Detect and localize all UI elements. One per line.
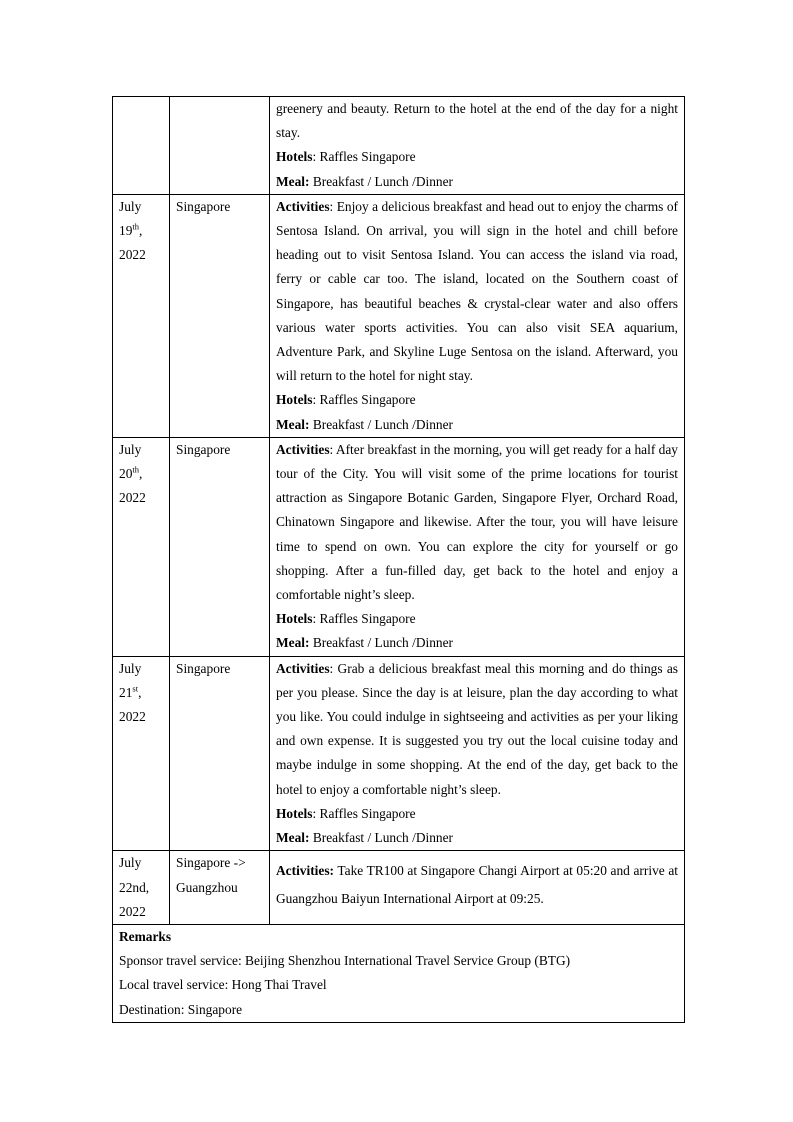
table-row [113,656,685,851]
activities-text: greenery and beauty. Return to the hotel at the end of the day for a night stay. [276,101,678,141]
date-cell: July 22nd, 2022 [113,851,170,925]
activities-text [276,657,678,802]
date-year: , 2022 [119,466,146,506]
date-main: July 21 [119,660,142,700]
hotels-line [276,388,678,412]
activities-cell [270,851,685,925]
remarks-line: Destination: Singapore [119,1001,243,1017]
hotels-label: Hotels [276,805,313,821]
meal-value: Breakfast / Lunch /Dinner [309,173,453,189]
date-cell [113,437,170,656]
meal-line [276,826,678,850]
activities-label: Activities [276,198,330,214]
meal-value: Breakfast / Lunch /Dinner [309,416,453,432]
hotels-label: Hotels [276,392,313,408]
meal-label: Meal: [276,635,310,651]
hotels-line [276,802,678,826]
hotels-line [276,145,678,169]
activities-cell [270,194,685,437]
place-cell: Singapore [170,194,270,437]
meal-value: Breakfast / Lunch /Dinner [309,830,453,846]
activities-label: Activities [276,441,330,457]
date-cell [113,194,170,437]
meal-label: Meal: [276,416,310,432]
date-year: , 2022 [119,223,146,263]
meal-line [276,631,678,655]
date-year: , 2022 [119,684,146,725]
date-main: July 19 [119,198,142,239]
hotels-label: Hotels [276,611,313,627]
date-suffix: th [132,221,140,232]
date-suffix: st [132,683,139,694]
meal-value: Breakfast / Lunch /Dinner [309,635,453,651]
activities-label: Activities [276,660,330,676]
table-row [113,194,685,437]
table-row [113,97,685,195]
remarks-row [113,924,685,1022]
activities-cell [270,97,685,195]
date-main: July 20 [119,441,142,482]
activities-text [276,195,678,389]
activities-cell [270,656,685,851]
place-cell: Singapore [170,437,270,656]
remarks-line: Local travel service: Hong Thai Travel [119,977,327,993]
hotels-label: Hotels [276,149,313,165]
hotels-value: : Raffles Singapore [312,149,416,165]
place-cell: Singapore [170,656,270,851]
activities-text [276,857,678,913]
date-cell [113,656,170,851]
meal-label: Meal: [276,830,310,846]
hotels-value: : Raffles Singapore [312,392,416,408]
table-row [113,851,685,925]
date-suffix: th [132,464,140,475]
activities-cell [270,437,685,656]
place-cell [170,97,270,195]
place-cell: Singapore -> Guangzhou [170,851,270,925]
activities-body: Take TR100 at Singapore Changi Airport at 05:20 and arrive at Guangzhou Baiyun International Airport at 09:25. [276,863,678,907]
activities-body: : After breakfast in the morning, you will get ready for a half day tour of the City. You will visit some of the prime locations for tourist attraction as Singapore Botanic Garden, Singapore Flyer, Orchard Road, Chinatown Singapore and likewise. After the tour, you will have leisure time to spend on own. You can explore the city for yourself or go shopping. After a fun-filled day, get back to the hotel and enjoy a comfortable night’s sleep. [276,441,678,603]
activities-body: : Grab a delicious breakfast meal this morning and do things as per you please. Since the day is at leisure, plan the day according to what you like. You could indulge in sightseeing and activities as per your liking and own expense. It is suggested you try out the local cuisine today and maybe indulge in some shopping. At the end of the day, get back to the hotel to enjoy a comfortable night’s sleep. [276,660,678,797]
hotels-line [276,607,678,631]
meal-line [276,413,678,437]
remarks-line: Sponsor travel service: Beijing Shenzhou International Travel Service Group (BTG) [119,953,571,969]
meal-label: Meal: [276,173,310,189]
itinerary-table [112,96,685,1023]
activities-label: Activities: [276,863,335,879]
meal-line [276,170,678,194]
activities-text [276,438,678,607]
table-row [113,437,685,656]
hotels-value: : Raffles Singapore [312,611,416,627]
remarks-title-text: Remarks [119,928,172,944]
remarks-title [119,925,678,949]
remarks-cell [113,924,685,1022]
date-cell [113,97,170,195]
hotels-value: : Raffles Singapore [312,805,416,821]
activities-body: : Enjoy a delicious breakfast and head out to enjoy the charms of Sentosa Island. On arrival, you will sign in the hotel and chill before heading out to visit Sentosa Island. You can access the island via road, ferry or cable car too. The island, located on the Southern coast of Singapore, has beautiful beaches & crystal-clear water and also offers various water sports activities. You can also visit SEA aquarium, Adventure Park, and Skyline Luge Sentosa on the island. Afterward, you will return to the hotel for night stay. [276,198,678,384]
